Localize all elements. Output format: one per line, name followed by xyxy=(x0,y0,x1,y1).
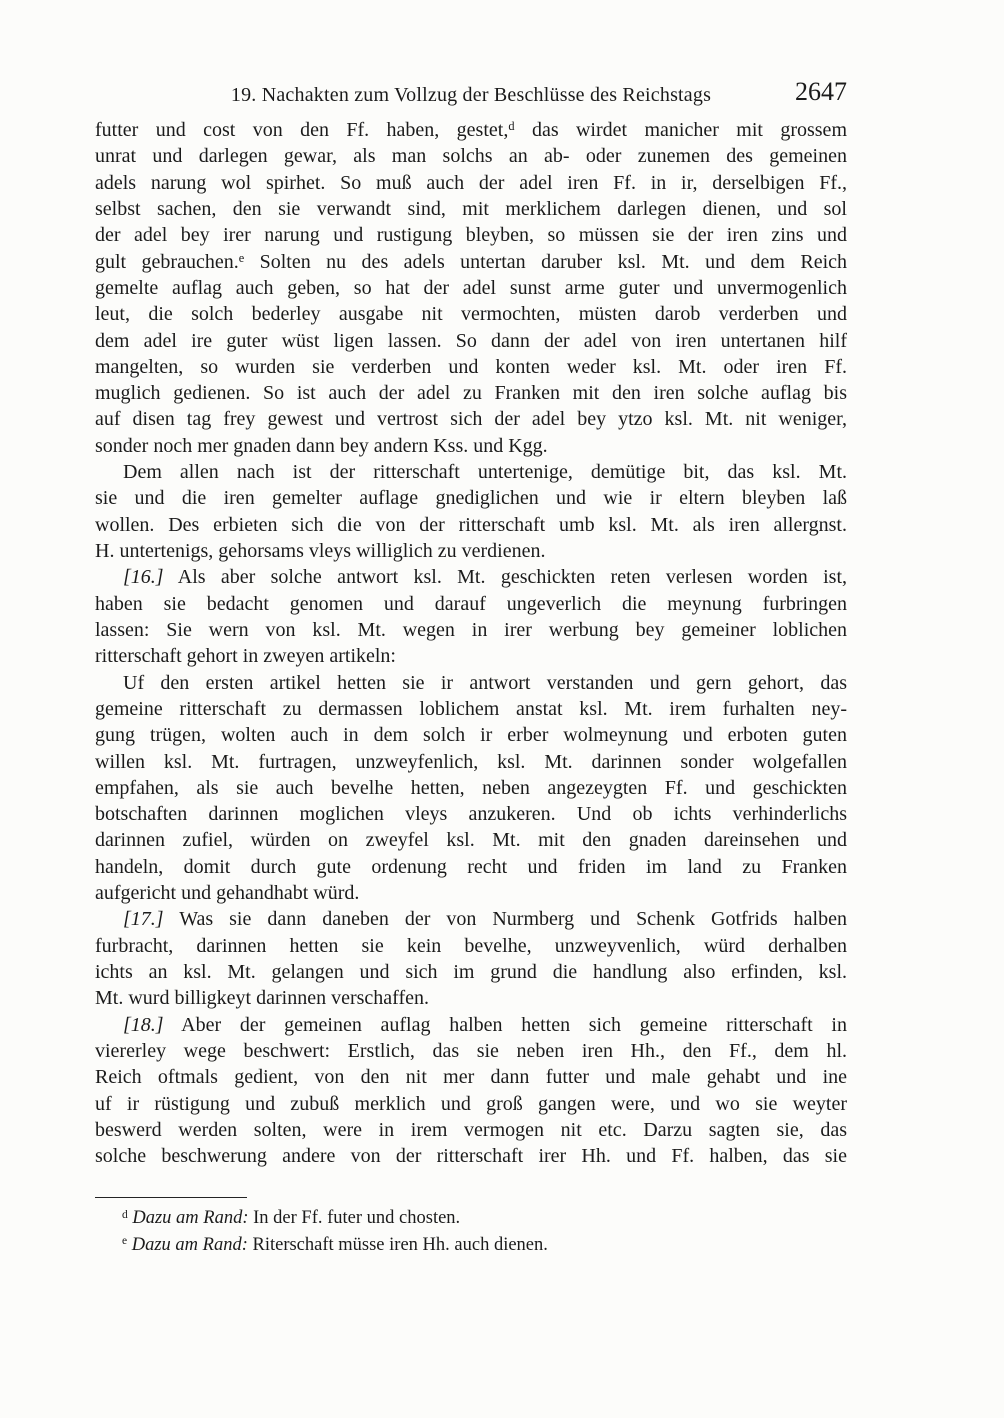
text-line: sie und die iren gemelter auflage gnediglichen und wie ir eltern bleyben laß xyxy=(95,487,847,510)
text-line: ritterschaft gehort in zweyen artikeln: xyxy=(95,645,396,668)
paragraph xyxy=(95,459,847,564)
text-line: lassen: Sie wern von ksl. Mt. wegen in irer werbung bey gemeiner loblichen xyxy=(95,618,847,641)
text-line: der adel bey irer narung und rustigung bleyben, so müssen sie der iren zins und xyxy=(95,224,847,247)
paragraph xyxy=(95,670,847,907)
text-line: handeln, domit durch gute ordenung recht und friden im land zu Franken xyxy=(95,855,847,878)
paragraph xyxy=(95,564,847,669)
footnote xyxy=(95,1232,847,1259)
text-line: [18.] Aber der gemeinen auflag halben hetten sich gemeine ritterschaft in xyxy=(123,1013,847,1036)
text-line: leut, die solch bederley ausgabe nit vermochten, müsten darob verderben und xyxy=(95,303,847,326)
footnote-marker: d xyxy=(122,1208,128,1221)
text-line: [17.] Was sie dann daneben der von Nurmberg und Schenk Gotfrids halben xyxy=(123,908,847,931)
footnote-rule xyxy=(95,1197,247,1198)
text-line: Mt. wurd billigkeyt darinnen verschaffen. xyxy=(95,987,429,1010)
footnote-text: Riterschaft müsse iren Hh. auch dienen. xyxy=(252,1234,548,1255)
footnote-source-label: Dazu am Rand: xyxy=(132,1208,249,1228)
text-line: gung trügen, wolten auch in dem solch ir erber wolmeynung und erboten guten xyxy=(95,724,847,747)
footnote-reference: d xyxy=(508,119,515,134)
text-line: beswerd werden solten, were in irem vermogen nit etc. Darzu sagten sie, das xyxy=(95,1118,847,1141)
text-line: uf ir rüstigung und zubuß merklich und groß gangen were, und wo sie weyter xyxy=(95,1092,847,1115)
text-line: willen ksl. Mt. furtragen, unzweyfenlich, ksl. Mt. darinnen sonder wolgefallen xyxy=(95,750,847,773)
section-marker: [18.] xyxy=(123,1013,164,1036)
paragraph xyxy=(95,906,847,1011)
text-line: furbracht, darinnen hetten sie kein bevelhe, unzweyvenlich, würd derhalben xyxy=(95,934,847,957)
text-line: Reich oftmals gedient, von den nit mer dann futter und male gehabt und ine xyxy=(95,1066,847,1089)
page-header xyxy=(95,77,847,109)
text-line: ichts an ksl. Mt. gelangen und sich im grund die handlung also erfinden, ksl. xyxy=(95,961,847,983)
text-line: dem adel ire guter wüst ligen lassen. So dann der adel von iren untertanen hilf xyxy=(95,329,847,352)
text-line: adels narung wol spirhet. So muß auch der adel iren Ff. in ir, derselbigen Ff., xyxy=(95,171,847,194)
paragraph xyxy=(95,117,847,459)
footnote xyxy=(95,1205,847,1232)
page-number: 2647 xyxy=(795,77,847,106)
footnote-marker: e xyxy=(122,1235,128,1248)
text-line: aufgericht und gehandhabt würd. xyxy=(95,882,360,905)
footnote-text: In der Ff. futer und chosten. xyxy=(253,1208,461,1228)
text-line: haben sie bedacht genomen und darauf ungeverlich die meynung furbringen xyxy=(95,592,847,615)
footnote-reference: e xyxy=(238,250,245,265)
footnotes xyxy=(95,1205,847,1258)
text-line: H. untertenigs, gehorsams vleys williglich zu verdienen. xyxy=(95,540,546,562)
text-line: botschaften darinnen moglichen vleys anzukeren. Und ob ichts verhinderlichs xyxy=(95,803,847,826)
text-line: futter und cost von den Ff. haben, gestet,$^d$ das wirdet manicher mit grossem xyxy=(95,119,847,141)
text-line: viererley wege beschwert: Erstlich, das sie neben iren Hh., den Ff., dem hl. xyxy=(95,1039,847,1062)
body-text xyxy=(95,117,847,1170)
text-line: [16.] Als aber solche antwort ksl. Mt. geschickten reten verlesen worden ist, xyxy=(123,566,847,589)
running-head: 19. Nachakten zum Vollzug der Beschlüsse des Reichstags xyxy=(230,84,712,106)
paragraph xyxy=(95,1012,847,1170)
text-line: wollen. Des erbieten sich die von der ritterschaft umb ksl. Mt. als iren allergnst. xyxy=(95,513,847,536)
text-line: gemelte auflag auch geben, so hat der adel sunst arme guter und unvermogenlich xyxy=(95,276,847,299)
text-line: mangelten, so wurden sie verderben und konten weder ksl. Mt. oder iren Ff. xyxy=(95,355,847,378)
text-line: gult gebrauchen.$^e$ Solten nu des adels untertan daruber ksl. Mt. und dem Reich xyxy=(95,250,847,273)
section-marker: [16.] xyxy=(123,566,164,589)
text-line: empfahen, als sie auch bevelhe hetten, neben angezeygten Ff. und geschickten xyxy=(95,776,847,799)
section-marker: [17.] xyxy=(123,908,164,931)
text-line: solche beschwerung andere von der ritterschaft irer Hh. und Ff. halben, das sie xyxy=(95,1145,847,1168)
text-line: unrat und darlegen gewar, als man solchs an ab- oder zunemen des gemeinen xyxy=(95,145,847,168)
text-line: gemeine ritterschaft zu dermassen loblichem anstat ksl. Mt. irem furhalten ney- xyxy=(95,697,847,720)
footnote-source-label: Dazu am Rand: xyxy=(131,1234,248,1255)
text-line: auf disen tag frey gewest und vertrost sich der adel bey ytzo ksl. Mt. nit weniger, xyxy=(95,408,847,431)
text-line: selbst sachen, den sie verwandt sind, mit merklichem darlegen dienen, und sol xyxy=(95,197,847,220)
text-line: sonder noch mer gnaden dann bey andern Kss. und Kgg. xyxy=(95,434,548,457)
text-line: darinnen zufiel, würden on zweyfel ksl. Mt. mit den gnaden dareinsehen und xyxy=(95,829,847,852)
text-line: Uf den ersten artikel hetten sie ir antwort verstanden und gern gehort, das xyxy=(123,671,847,694)
text-line: Dem allen nach ist der ritterschaft untertenige, demütige bit, das ksl. Mt. xyxy=(123,461,847,484)
text-line: muglich gedienen. So ist auch der adel zu Franken mit den iren solche auflag bis xyxy=(95,382,847,405)
